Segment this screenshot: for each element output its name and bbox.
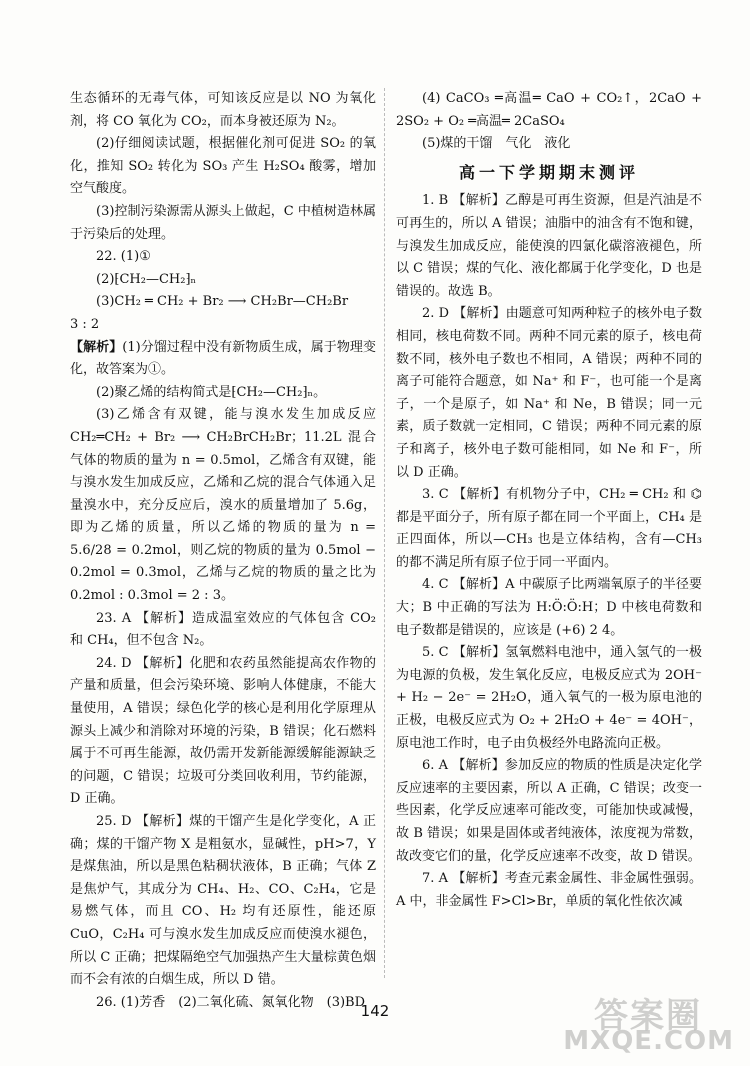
paragraph xyxy=(396,133,702,156)
column-divider xyxy=(384,88,385,978)
paragraph-text: (1)分馏过程中没有新物质生成，属于物理变化，故答案为①。 xyxy=(70,339,376,378)
paragraph-text: 2. D 【解析】由题意可知两种粒子的核外电子数相同，核电荷数不同。两种不同元素的原子，核电荷数不同，核外电子数也不相同，A 错误；两种不同的离子可能符合题意，如 Na⁺ 和 F⁻，也可能一个是离子，一个是原子，如 Na⁺ 和 Ne，B 错误；同一元素，质子数就一定相同，C 错误；两种不同元素的原子和离子，核外电子数可能相同，如 Ne 和 F⁻，所以 D 正确。 xyxy=(396,306,702,480)
paragraph xyxy=(396,574,702,642)
right-column-top xyxy=(396,88,702,156)
paragraph-text: 6. A 【解析】参加反应的物质的性质是决定化学反应速率的主要因素，所以 A 正确，C 错误；改变一些因素，化学反应速率可能改变，可能加快或减慢，故 B 错误；如果是固体或者纯液体，浓度视为常数，故改变它们的量，化学反应速率不改变，故 D 错误。 xyxy=(396,758,702,864)
right-column-bottom xyxy=(396,190,702,913)
paragraph-text: (2)⁅CH₂—CH₂⁆ₙ xyxy=(96,271,197,287)
paragraph-text: (5)煤的干馏 气化 液化 xyxy=(422,136,571,152)
paragraph xyxy=(70,291,376,314)
paragraph xyxy=(70,201,376,246)
paragraph-text: 3. C 【解析】有机物分子中，CH₂ ═ CH₂ 和 ⌬ 都是平面分子，所有原子都在同一个平面上，CH₄ 是正四面体，所以—CH₃ 也是立体结构，含有—CH₃ 的都不满足所有原子位于同一平面内。 xyxy=(396,487,702,570)
paragraph-text: 生态循环的无毒气体，可知该反应是以 NO 为氧化剂，将 CO 氧化为 CO₂，而本身被还原为 N₂。 xyxy=(70,91,376,129)
paragraph-text: 7. A 【解析】考查元素金属性、非金属性强弱。A 中，非金属性 F>Cl>Br，单质的氧化性依次减 xyxy=(396,871,702,909)
paragraph xyxy=(396,88,702,133)
paragraph xyxy=(70,653,376,811)
watermark-url: MXQE.COM xyxy=(563,1026,734,1056)
paragraph-text: 24. D 【解析】化肥和农药虽然能提高农作物的产量和质量，但会污染环境、影响人体健康，不能大量使用，A 错误；绿色化学的核心是利用化学原理从源头上减少和消除对环境的污染，B 错误；化石燃料属于不可再生能源，故仍需开发新能源缓解能源缺乏的问题，C 错误；垃圾可分类回收利用，节约能源，D 正确。 xyxy=(70,655,376,807)
paragraph-text: 4. C 【解析】A 中碳原子比两端氧原子的半径要大；B 中正确的写法为 H:Ö:Ö:H；D 中核电荷数和电子数都是错误的，应该是 (+6) 2 4。 xyxy=(396,577,702,638)
paragraph xyxy=(396,755,702,868)
paragraph-text: 1. B 【解析】乙醇是可再生资源，但是汽油是不可再生的，所以 A 错误；油脂中的油含有不饱和键，与溴发生加成反应，能使溴的四氯化碳溶液褪色，所以 C 错误；煤的气化、液化都属于化学变化，D 也是错误的。故选 B。 xyxy=(396,193,702,299)
paragraph xyxy=(70,88,376,133)
paragraph-text: 3 : 2 xyxy=(70,316,100,332)
paragraph-text: (3)控制污染源需从源头上做起，C 中植树造林属于污染后的处理。 xyxy=(70,203,376,242)
paragraph xyxy=(70,133,376,201)
paragraph xyxy=(70,269,376,292)
paragraph xyxy=(70,314,376,337)
watermark-logo xyxy=(563,986,740,1058)
paragraph-text: 22. (1)① xyxy=(96,249,151,265)
paragraph xyxy=(70,811,376,992)
paragraph xyxy=(70,404,376,607)
paragraph-text: (3)乙烯含有双键，能与溴水发生加成反应 CH₂═CH₂ + Br₂ ⟶ CH₂BrCH₂Br；11.2L 混合气体的物质的量为 n = 0.5mol，乙烯含有双键，能与溴水发生加成反应，乙烯和乙烷的混合气体通入足量溴水中，充分反应后，溴水的质量增加了 5.6g，即为乙烯的质量，所以乙烯的物质的量为 n = 5.6/28 = 0.2mol，则乙烷的物质的量为 0.5mol − 0.2mol = 0.3mol，乙烯与乙烷的物质的量之比为 0.2mol : 0.3mol = 2 : 3。 xyxy=(70,407,376,604)
paragraph xyxy=(70,608,376,653)
section-title: 高一下学期期末测评 xyxy=(458,162,639,182)
left-column xyxy=(70,88,376,1014)
paragraph xyxy=(70,337,376,382)
analysis-tag: 【解析】 xyxy=(70,339,123,355)
paragraph-text: (3)CH₂ ═ CH₂ + Br₂ ⟶ CH₂Br—CH₂Br xyxy=(96,294,349,310)
paragraph xyxy=(70,246,376,269)
right-column xyxy=(396,88,702,913)
paragraph xyxy=(396,303,702,484)
paragraph xyxy=(396,190,702,303)
paragraph-text: 26. (1)芳香 (2)二氧化硫、氮氧化物 (3)BD xyxy=(96,994,366,1010)
paragraph-text: 25. D 【解析】煤的干馏产生是化学变化，A 正确；煤的干馏产物 X 是粗氨水，显碱性，pH>7，Y 是煤焦油，所以是黑色粘稠状液体，B 正确；气体 Z 是焦炉气，其成分为 CH₄、H₂、CO、C₂H₄，它是易燃气体，而且 CO、H₂ 均有还原性，能还原 CuO，C₂H₄ 可与溴水发生加成反应而使溴水褪色，所以 C 正确；把煤隔绝空气加强热产生大量棕黄色烟而不会有浓的白烟生成，所以 D 错。 xyxy=(70,814,376,988)
paragraph xyxy=(396,642,702,755)
paragraph xyxy=(396,868,702,913)
page-number: 142 xyxy=(360,1002,390,1020)
paragraph-text: (2)仔细阅读试题，根据催化剂可促进 SO₂ 的氧化，推知 SO₂ 转化为 SO₃ 产生 H₂SO₄ 酸雾，增加空气酸度。 xyxy=(70,136,376,197)
paragraph-text: (4) CaCO₃ ═高温═ CaO + CO₂↑，2CaO + 2SO₂ + O₂ ═高温═ 2CaSO₄ xyxy=(396,91,702,129)
watermark-logo-text: 答案圈 xyxy=(594,996,702,1036)
paragraph xyxy=(396,484,702,574)
paragraph xyxy=(70,382,376,405)
paragraph-text: 23. A 【解析】造成温室效应的气体包含 CO₂ 和 CH₄，但不包含 N₂。 xyxy=(70,610,376,649)
paragraph-text: 5. C 【解析】氢氧燃料电池中，通入氢气的一极为电源的负极，发生氧化反应，电极反应式为 2OH⁻ + H₂ − 2e⁻ = 2H₂O，通入氧气的一极为原电池的正极，电极反应式为 O₂ + 2H₂O + 4e⁻ = 4OH⁻，原电池工作时，电子由负极经外电路流向正极。 xyxy=(396,645,702,751)
paragraph-text: (2)聚乙烯的结构简式是⁅CH₂—CH₂⁆ₙ。 xyxy=(96,384,327,400)
